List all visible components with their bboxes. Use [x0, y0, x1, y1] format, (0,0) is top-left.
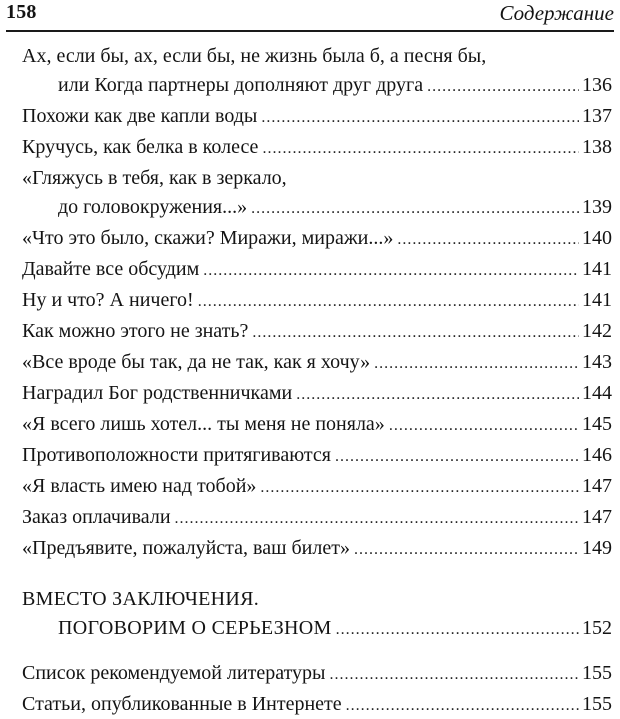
toc-entry-line [22, 164, 612, 193]
toc-entry-title: «Все вроде бы так, да не так, как я хочу» [22, 351, 371, 373]
toc-entry-line [22, 133, 612, 162]
dot-leader [262, 139, 579, 159]
toc-entry [22, 255, 612, 284]
toc-entry [22, 472, 612, 501]
toc-entry-page: 136 [582, 74, 612, 96]
dot-leader [374, 354, 579, 374]
toc-entry-page: 141 [582, 258, 612, 280]
toc-entry [22, 133, 612, 162]
toc-entry [22, 102, 612, 131]
section-name: Содержание [499, 1, 614, 25]
toc-section-entry [22, 585, 612, 643]
toc-entry [22, 379, 612, 408]
toc-entry-title: «Гляжусь в тебя, как в зеркало, [22, 167, 287, 189]
toc-entry-page: 145 [582, 413, 612, 435]
toc-entry-page: 138 [582, 136, 612, 158]
dot-leader [261, 108, 579, 128]
toc-entry [22, 410, 612, 439]
toc-entry-page: 141 [582, 289, 612, 311]
dot-leader [175, 509, 579, 529]
dot-leader [260, 478, 579, 498]
dot-leader [354, 540, 579, 560]
dot-leader [336, 620, 579, 640]
toc-entry-line [22, 614, 612, 643]
toc-entry-line [22, 71, 612, 100]
toc-entry-title: Противоположности притягиваются [22, 444, 331, 466]
toc-entry [22, 164, 612, 222]
toc-entry-page: 155 [582, 693, 612, 715]
toc-entry-line [22, 317, 612, 346]
toc-entry-title: Давайте все обсудим [22, 258, 200, 280]
dot-leader [198, 292, 579, 312]
dot-leader [252, 323, 579, 343]
toc-entry-line [22, 224, 612, 253]
dot-leader [397, 230, 579, 250]
dot-leader [330, 665, 580, 685]
toc-entry [22, 224, 612, 253]
dot-leader [251, 199, 579, 219]
toc-entry-title: Кручусь, как белка в колесе [22, 136, 259, 158]
toc-entry-line [22, 441, 612, 470]
page-number: 158 [6, 1, 37, 23]
toc-entry-page: 144 [582, 382, 612, 404]
toc-entry-title: Ну и что? А ничего! [22, 289, 194, 311]
toc-entry-page: 147 [582, 506, 612, 528]
toc-entry [22, 441, 612, 470]
toc-entry-line [22, 286, 612, 315]
toc-entry-page: 137 [582, 105, 612, 127]
toc-entry [22, 286, 612, 315]
toc-entry-title: Как можно этого не знать? [22, 320, 249, 342]
dot-leader [296, 385, 579, 405]
toc-entry [22, 659, 612, 688]
toc-section-title: ВМЕСТО ЗАКЛЮЧЕНИЯ. [22, 588, 260, 610]
toc-entry-page: 140 [582, 227, 612, 249]
toc-entry-title: или Когда партнеры дополняют друг друга [58, 74, 424, 96]
toc-entry [22, 317, 612, 346]
toc-entry-line [22, 585, 612, 614]
toc-entry-line [22, 255, 612, 284]
toc-entry-page: 146 [582, 444, 612, 466]
toc-entry-line [22, 410, 612, 439]
toc-entry-page: 142 [582, 320, 612, 342]
dot-leader [335, 447, 579, 467]
toc-entry [22, 503, 612, 532]
toc-entry [22, 534, 612, 563]
toc-entry-page: 149 [582, 537, 612, 559]
dot-leader [203, 261, 579, 281]
toc-entry [22, 42, 612, 100]
toc-entry-title: Наградил Бог родственничками [22, 382, 293, 404]
table-of-contents [22, 42, 612, 719]
toc-entry [22, 348, 612, 377]
toc-entry-line [22, 534, 612, 563]
toc-entry-title: «Предъявите, пожалуйста, ваш билет» [22, 537, 350, 559]
toc-entry-line [22, 193, 612, 222]
toc-entry-title: Статьи, опубликованные в Интернете [22, 693, 342, 715]
toc-entry-line [22, 348, 612, 377]
toc-entry-title: до головокружения...» [58, 196, 248, 218]
toc-entry-page: 155 [582, 662, 612, 684]
toc-entry-line [22, 659, 612, 688]
toc-entry-title: «Что это было, скажи? Миражи, миражи...» [22, 227, 394, 249]
toc-section-title: ПОГОВОРИМ О СЕРЬЕЗНОМ [58, 617, 332, 639]
dot-leader [427, 77, 579, 97]
toc-entry-title: Похожи как две капли воды [22, 105, 258, 127]
dot-leader [389, 416, 579, 436]
toc-entry-line [22, 472, 612, 501]
toc-entry-title: Ах, если бы, ах, если бы, не жизнь была б, а песня бы, [22, 45, 487, 67]
toc-entry-page: 139 [582, 196, 612, 218]
toc-entry-line [22, 42, 612, 71]
running-header [6, 0, 614, 32]
toc-entry-line [22, 102, 612, 131]
toc-entry-line [22, 503, 612, 532]
toc-entry-title: «Я всего лишь хотел... ты меня не поняла» [22, 413, 385, 435]
toc-entry-line [22, 379, 612, 408]
toc-entry-title: Список рекомендуемой литературы [22, 662, 326, 684]
toc-entry-page: 152 [582, 617, 612, 639]
toc-entry-title: «Я власть имею над тобой» [22, 475, 257, 497]
toc-entry-page: 143 [582, 351, 612, 373]
dot-leader [346, 696, 579, 716]
toc-entry-title: Заказ оплачивали [22, 506, 171, 528]
toc-entry-page: 147 [582, 475, 612, 497]
